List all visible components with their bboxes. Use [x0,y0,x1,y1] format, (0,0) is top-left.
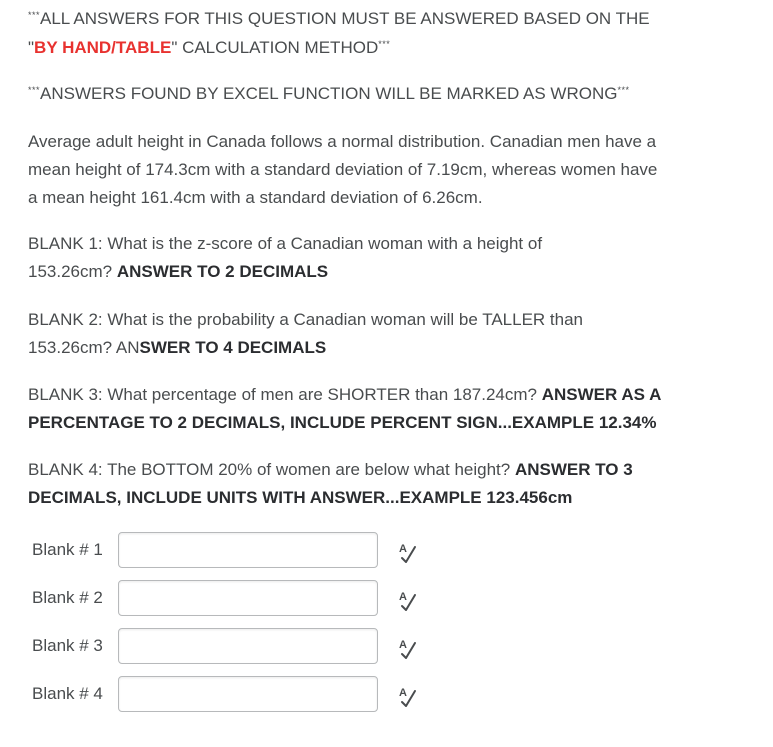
question-2-line-2: 153.26cm? ANSWER TO 4 DECIMALS [28,338,327,357]
spell-check-icon[interactable] [398,684,418,708]
question-4-line-2: DECIMALS, INCLUDE UNITS WITH ANSWER...EXAMPLE 123.456cm [28,488,573,507]
notice-line-2: "BY HAND/TABLE" CALCULATION METHOD*** [28,38,391,57]
blank-label: Blank # 2 [32,588,103,607]
question-3-line-2: PERCENTAGE TO 2 DECIMALS, INCLUDE PERCENT SIGN...EXAMPLE 12.34% [28,413,657,432]
spell-check-icon[interactable] [398,636,418,660]
intro-line-2: mean height of 174.3cm with a standard deviation of 7.19cm, whereas women have [28,160,658,179]
blank-label: Blank # 1 [32,540,103,559]
blank-2-input[interactable] [118,580,378,616]
spell-check-icon[interactable] [398,540,418,564]
svg-text:A: A [399,639,407,651]
spell-check-icon[interactable] [398,588,418,612]
intro-line-1: Average adult height in Canada follows a normal distribution. Canadian men have a [28,132,657,151]
notice-line-1: ***ALL ANSWERS FOR THIS QUESTION MUST BE ANSWERED BASED ON THE [28,9,650,28]
svg-text:A: A [399,591,407,603]
question-1-line-1: BLANK 1: What is the z-score of a Canadian woman with a height of [28,234,543,253]
intro-line-3: a mean height 161.4cm with a standard deviation of 6.26cm. [28,188,483,207]
svg-text:A: A [399,687,407,699]
question-2-line-1: BLANK 2: What is the probability a Canadian woman will be TALLER than [28,310,583,329]
question-3-line-1: BLANK 3: What percentage of men are SHORTER than 187.24cm? ANSWER AS A [28,385,662,404]
svg-text:A: A [399,543,407,555]
blank-4-input[interactable] [118,676,378,712]
warning-line: ***ANSWERS FOUND BY EXCEL FUNCTION WILL BE MARKED AS WRONG*** [28,84,630,103]
question-1-line-2: 153.26cm? ANSWER TO 2 DECIMALS [28,262,329,281]
blank-1-input[interactable] [118,532,378,568]
question-4-line-1: BLANK 4: The BOTTOM 20% of women are below what height? ANSWER TO 3 [28,460,633,479]
blank-3-input[interactable] [118,628,378,664]
blank-label: Blank # 4 [32,684,103,703]
blank-label: Blank # 3 [32,636,103,655]
